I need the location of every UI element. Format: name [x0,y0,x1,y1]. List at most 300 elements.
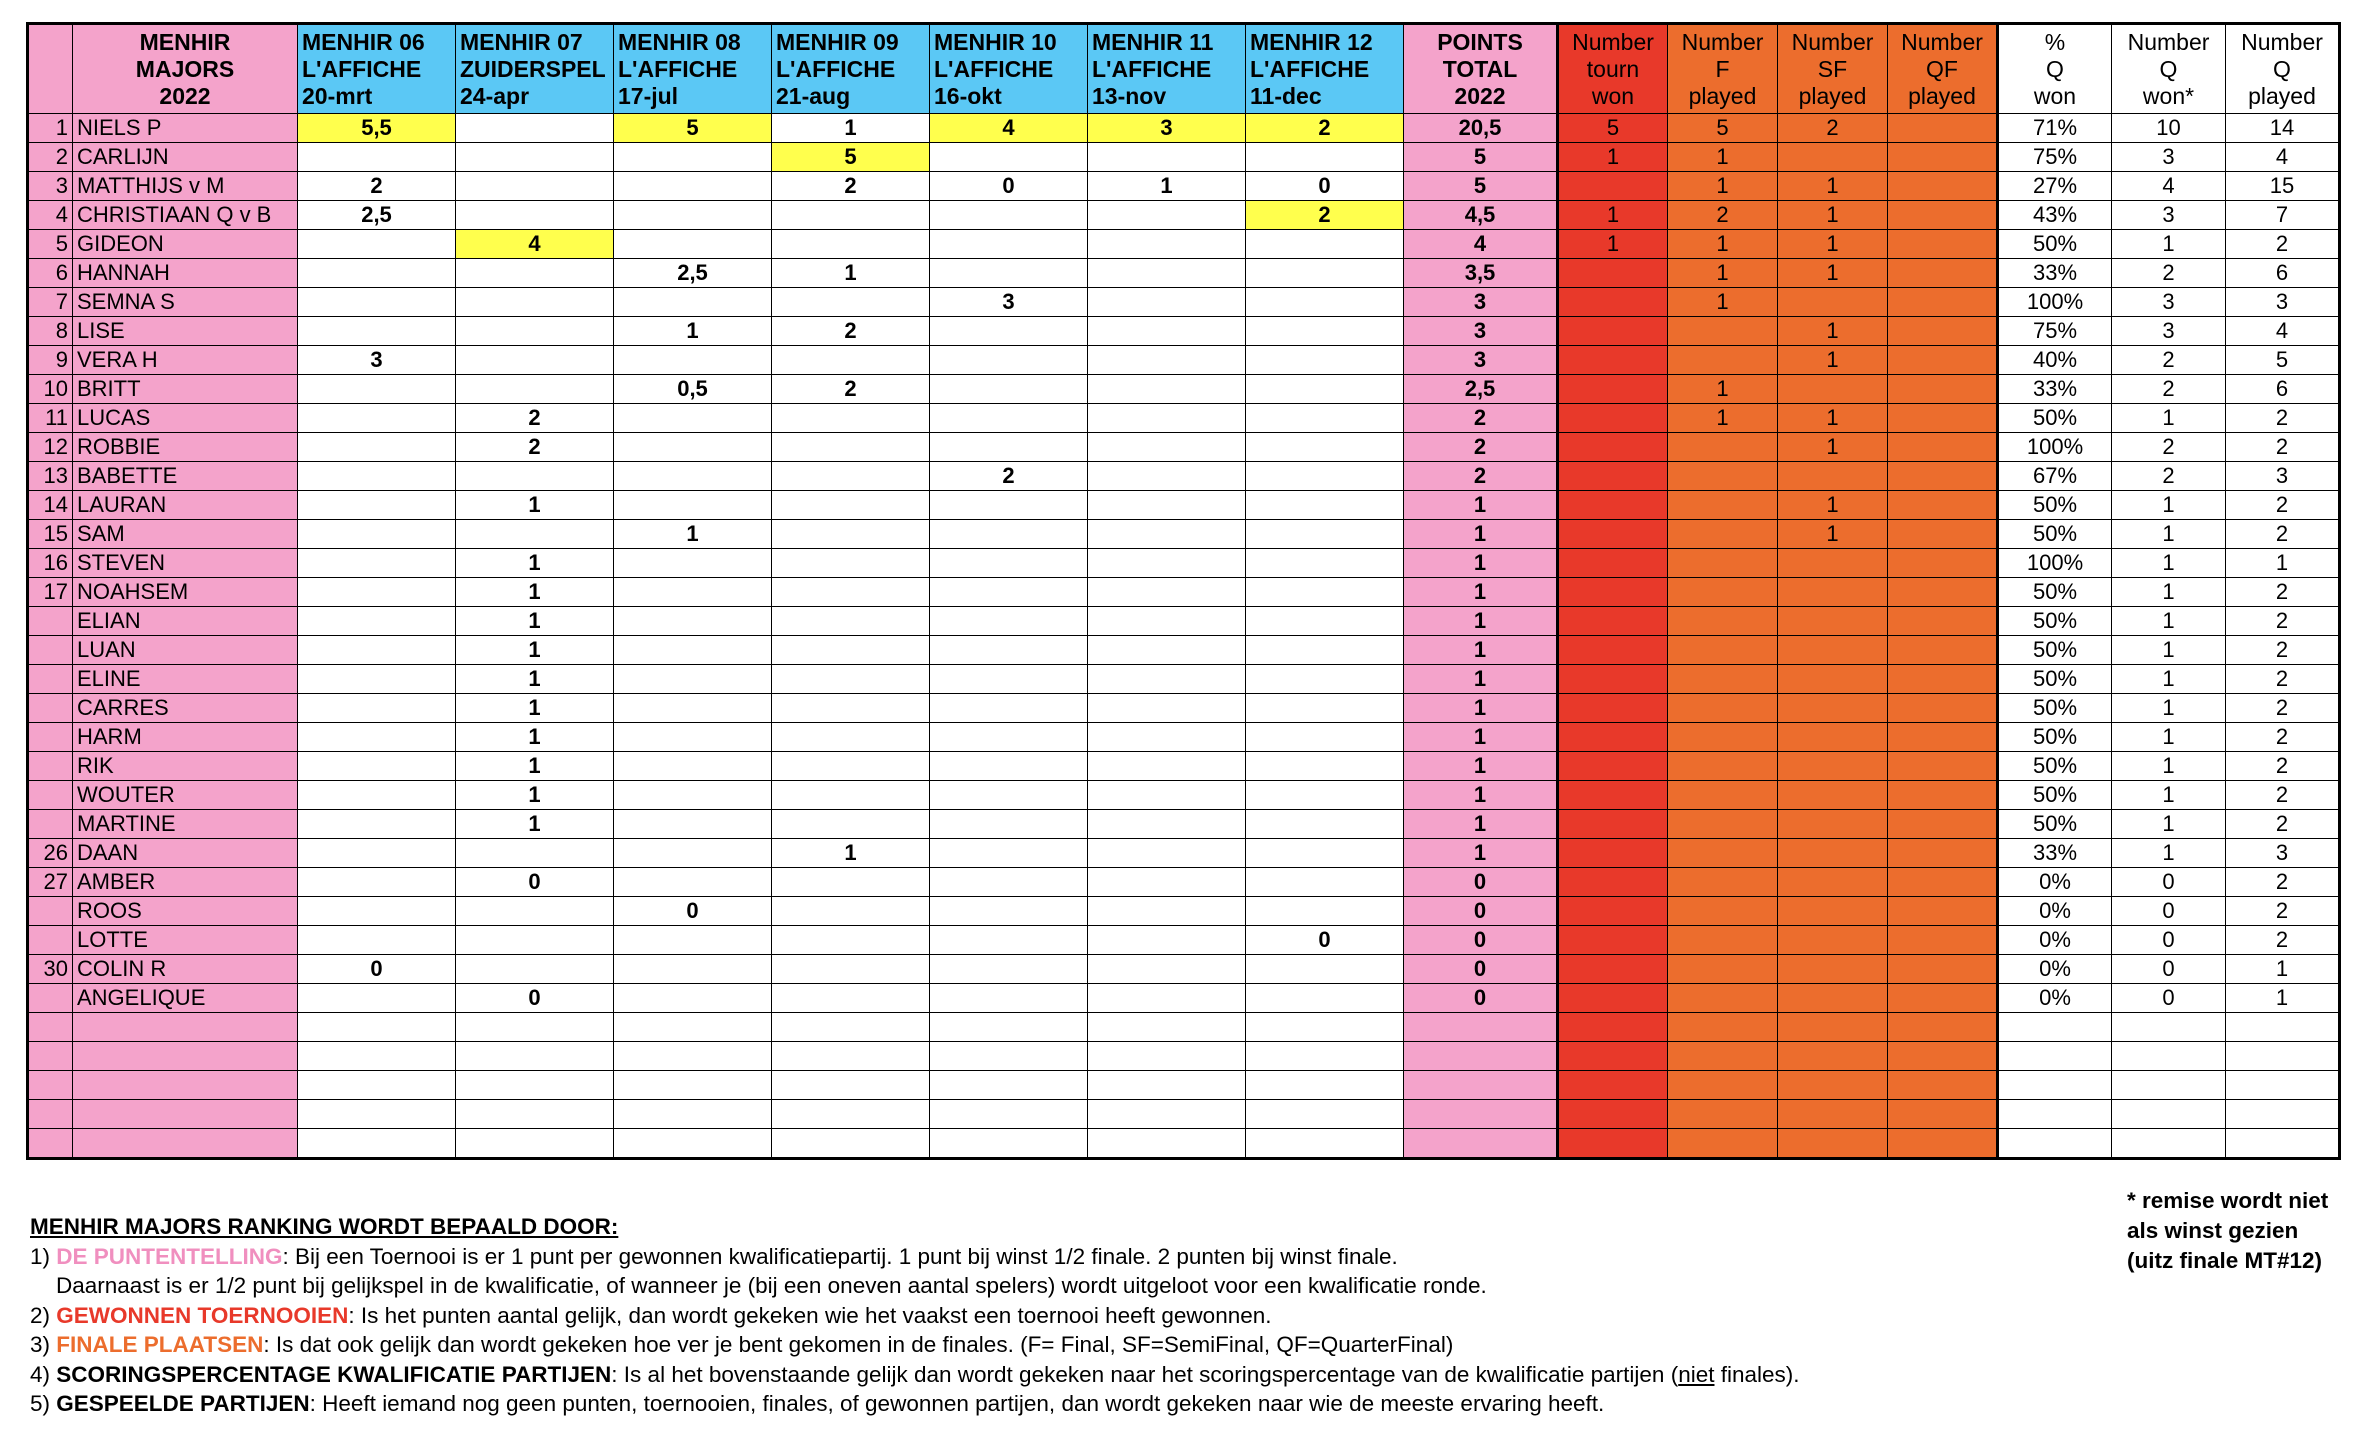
finals-played [1668,926,1778,955]
finals-played: 1 [1668,230,1778,259]
tournament-points [298,752,456,781]
tournament-points [1246,897,1404,926]
tournament-points [456,955,614,984]
tournament-points [614,143,772,172]
header-stat-line: SF [1817,55,1848,82]
tournament-points: 1 [456,549,614,578]
rule-text: finales). [1714,1361,1800,1387]
qualification-won: 3 [2112,143,2226,172]
qualification-played: 2 [2226,926,2340,955]
tournament-points [298,1042,456,1071]
finals-played [1668,346,1778,375]
header-stat [2226,24,2340,114]
table-row [28,346,2340,375]
finals-played [1668,752,1778,781]
tournaments-won [1558,433,1668,462]
rank-cell: 13 [28,462,73,491]
player-name: LAURAN [73,491,298,520]
qualification-won: 1 [2112,752,2226,781]
qualification-pct-won: 33% [1998,375,2112,404]
qualification-pct-won: 50% [1998,607,2112,636]
footnote-line: als winst gezien [2127,1218,2299,1243]
table-row [28,868,2340,897]
tournament-points [614,1042,772,1071]
rule-key: FINALE PLAATSEN [56,1332,264,1357]
tournament-points: 2 [772,375,930,404]
tournament-points [298,984,456,1013]
tournament-points [1246,259,1404,288]
tournament-points [614,955,772,984]
rank-cell [28,781,73,810]
finals-played [1668,723,1778,752]
rule-line [30,1389,1800,1419]
tournaments-won [1558,346,1668,375]
tournament-points [930,868,1088,897]
points-total: 0 [1404,926,1558,955]
qualification-won: 1 [2112,810,2226,839]
qualification-played: 2 [2226,578,2340,607]
rank-cell: 16 [28,549,73,578]
qualification-played: 6 [2226,375,2340,404]
header-stat-line: won [1591,82,1635,109]
qualification-played: 6 [2226,259,2340,288]
qualification-played: 3 [2226,288,2340,317]
player-name: MARTINE [73,810,298,839]
qualification-pct-won: 67% [1998,462,2112,491]
qualification-played: 2 [2226,752,2340,781]
points-total: 1 [1404,607,1558,636]
qualification-won [2112,1100,2226,1129]
qualification-played: 2 [2226,607,2340,636]
points-total: 0 [1404,955,1558,984]
table-row [28,201,2340,230]
player-name: HANNAH [73,259,298,288]
tournament-points [456,520,614,549]
tournaments-won [1558,926,1668,955]
header-tournament-line: 11-dec [1250,82,1322,109]
tournament-points [930,1100,1088,1129]
tournament-points: 0 [1246,172,1404,201]
header-stat-line: Number [1791,28,1874,55]
tournament-points [772,1129,930,1159]
tournament-points [1088,839,1246,868]
points-total: 0 [1404,897,1558,926]
finals-played: 1 [1668,143,1778,172]
player-name: NIELS P [73,114,298,143]
tournament-points [1088,433,1246,462]
tournaments-won [1558,1129,1668,1159]
tournaments-won [1558,955,1668,984]
tournaments-won [1558,549,1668,578]
tournament-points: 1 [772,114,930,143]
quarterfinals-played [1888,1129,1998,1159]
rank-cell [28,1013,73,1042]
points-total: 1 [1404,520,1558,549]
semifinals-played: 2 [1778,114,1888,143]
tournament-points [772,955,930,984]
header-stat-line: Number [2241,28,2323,55]
tournament-points [1246,317,1404,346]
quarterfinals-played [1888,520,1998,549]
header-tournament [1088,24,1246,114]
tournament-points: 1 [614,520,772,549]
header-title-line: MAJORS [135,55,235,82]
tournament-points [1246,578,1404,607]
rule-number: 3) [30,1332,57,1357]
header-points-total-line: TOTAL [1442,55,1518,82]
tournament-points [1088,1100,1246,1129]
table-row [28,462,2340,491]
points-total [1404,1100,1558,1129]
tournament-points [930,230,1088,259]
tournament-points [930,491,1088,520]
tournament-points: 1 [456,665,614,694]
header-tournament [1246,24,1404,114]
tournament-points [772,549,930,578]
qualification-pct-won: 100% [1998,433,2112,462]
tournament-points [298,1071,456,1100]
header-tournament-line: MENHIR 09 [776,28,899,55]
quarterfinals-played [1888,984,1998,1013]
tournaments-won [1558,259,1668,288]
player-name: CARRES [73,694,298,723]
player-name: ROOS [73,897,298,926]
tournament-points [1246,1100,1404,1129]
tournament-points [614,1100,772,1129]
rank-cell: 27 [28,868,73,897]
ranking-table [26,22,2341,1160]
player-name [73,1100,298,1129]
tournament-points [614,230,772,259]
player-name: LISE [73,317,298,346]
qualification-pct-won: 0% [1998,984,2112,1013]
remise-footnote [2127,1186,2328,1276]
tournament-points [298,230,456,259]
semifinals-played [1778,694,1888,723]
finals-played: 1 [1668,404,1778,433]
qualification-won: 0 [2112,926,2226,955]
table-row [28,288,2340,317]
rule-text: : Is al het bovenstaande gelijk dan wordt gekeken naar het scoringspercentage van de kwalificatie partijen ( [611,1361,1679,1387]
qualification-pct-won: 33% [1998,259,2112,288]
qualification-pct-won: 0% [1998,955,2112,984]
qualification-won: 1 [2112,636,2226,665]
semifinals-played [1778,549,1888,578]
tournament-points [930,578,1088,607]
qualification-pct-won: 75% [1998,143,2112,172]
qualification-pct-won: 40% [1998,346,2112,375]
rule-text: Daarnaast is er 1/2 punt bij gelijkspel in de kwalificatie, of wanneer je (bij een oneven aantal spelers) wordt uitgeloot voor een kwalificatie ronde. [56,1273,1487,1298]
qualification-pct-won: 50% [1998,694,2112,723]
semifinals-played [1778,462,1888,491]
finals-played: 2 [1668,201,1778,230]
header-tournament [456,24,614,114]
header-stat [1888,24,1998,114]
tournament-points [1246,839,1404,868]
empty-row [28,1071,2340,1100]
tournaments-won [1558,172,1668,201]
qualification-played [2226,1129,2340,1159]
header-tournament-line: L'AFFICHE [776,55,896,82]
tournament-points [298,926,456,955]
tournament-points [772,288,930,317]
header-tournament-line: 17-jul [618,82,679,109]
tournament-points [930,404,1088,433]
tournament-points [930,752,1088,781]
semifinals-played [1778,868,1888,897]
semifinals-played [1778,1100,1888,1129]
semifinals-played [1778,810,1888,839]
table-row [28,375,2340,404]
qualification-pct-won: 50% [1998,636,2112,665]
tournament-points [298,578,456,607]
rank-cell: 3 [28,172,73,201]
qualification-won: 1 [2112,839,2226,868]
header-tournament [930,24,1088,114]
tournament-points [456,1100,614,1129]
tournament-points [1246,462,1404,491]
rule-text: : Heeft iemand nog geen punten, toernooien, finales, of gewonnen partijen, dan wordt gekeken naar wie de meeste ervaring heeft. [309,1391,1605,1416]
header-stat [1668,24,1778,114]
table-row [28,926,2340,955]
quarterfinals-played [1888,636,1998,665]
qualification-played [2226,1042,2340,1071]
player-name: BABETTE [73,462,298,491]
rank-cell [28,607,73,636]
qualification-pct-won: 50% [1998,578,2112,607]
table-row [28,752,2340,781]
header-stat [2112,24,2226,114]
qualification-pct-won: 50% [1998,491,2112,520]
qualification-played: 3 [2226,839,2340,868]
tournament-points [614,781,772,810]
player-name: BRITT [73,375,298,404]
tournament-points [930,201,1088,230]
tournament-points [930,433,1088,462]
player-name [73,1129,298,1159]
tournaments-won [1558,1013,1668,1042]
qualification-won: 1 [2112,404,2226,433]
rank-cell: 7 [28,288,73,317]
tournament-points [772,723,930,752]
tournaments-won [1558,694,1668,723]
tournament-points: 4 [930,114,1088,143]
table-row [28,665,2340,694]
tournament-points: 0 [930,172,1088,201]
qualification-played: 2 [2226,404,2340,433]
tournament-points [930,984,1088,1013]
rank-cell [28,1042,73,1071]
tournament-points [930,317,1088,346]
header-tournament-line: MENHIR 11 [1092,28,1214,55]
tournament-points [930,549,1088,578]
tournament-points [298,1013,456,1042]
header-stat-line: Number [2127,28,2210,55]
tournament-points [930,607,1088,636]
qualification-pct-won [1998,1129,2112,1159]
tournament-points [456,172,614,201]
player-name: COLIN R [73,955,298,984]
tournament-points: 0,5 [614,375,772,404]
tournament-points [1246,288,1404,317]
table-row [28,607,2340,636]
qualification-won: 3 [2112,201,2226,230]
tournament-points [772,346,930,375]
tournament-points [1246,1042,1404,1071]
points-total: 3,5 [1404,259,1558,288]
header-tournament-line: MENHIR 07 [460,28,583,55]
tournament-points: 2 [456,404,614,433]
tournament-points [1246,404,1404,433]
tournaments-won [1558,781,1668,810]
player-name: STEVEN [73,549,298,578]
finals-played [1668,1100,1778,1129]
tournament-points [772,433,930,462]
rank-cell: 30 [28,955,73,984]
quarterfinals-played [1888,375,1998,404]
semifinals-played [1778,897,1888,926]
qualification-won: 2 [2112,462,2226,491]
qualification-played: 2 [2226,694,2340,723]
header-stat-line: QF [1926,55,1958,82]
tournament-points [456,462,614,491]
finals-played [1668,462,1778,491]
quarterfinals-played [1888,114,1998,143]
points-total: 3 [1404,317,1558,346]
qualification-pct-won: 71% [1998,114,2112,143]
tournament-points [614,433,772,462]
tournament-points [772,607,930,636]
tournament-points [456,1042,614,1071]
tournament-points [1088,781,1246,810]
rule-line [30,1301,1800,1331]
table-row [28,259,2340,288]
tournament-points [1246,868,1404,897]
finals-played [1668,317,1778,346]
tournament-points [1088,1042,1246,1071]
finals-played [1668,607,1778,636]
player-name: RIK [73,752,298,781]
tournament-points [614,839,772,868]
points-total: 1 [1404,636,1558,665]
tournament-points [1088,462,1246,491]
quarterfinals-played [1888,897,1998,926]
qualification-pct-won: 0% [1998,897,2112,926]
rules-heading: MENHIR MAJORS RANKING WORDT BEPAALD DOOR: [30,1214,619,1239]
tournament-points [1088,810,1246,839]
quarterfinals-played [1888,868,1998,897]
tournament-points [772,665,930,694]
qualification-pct-won: 50% [1998,520,2112,549]
tournament-points [1088,520,1246,549]
rule-key: GESPEELDE PARTIJEN [56,1391,310,1416]
tournament-points [1088,1071,1246,1100]
tournament-points: 1 [456,752,614,781]
tournament-points [298,317,456,346]
tournament-points [456,259,614,288]
tournaments-won [1558,665,1668,694]
tournament-points [930,1071,1088,1100]
semifinals-played [1778,578,1888,607]
points-total: 2 [1404,433,1558,462]
tournaments-won: 1 [1558,201,1668,230]
tournament-points [1246,665,1404,694]
tournament-points [456,839,614,868]
header-stat-line: tourn [1586,55,1640,82]
finals-played [1668,955,1778,984]
tournament-points [614,201,772,230]
empty-row [28,1100,2340,1129]
tournament-points [930,375,1088,404]
player-name: ELIAN [73,607,298,636]
semifinals-played [1778,955,1888,984]
qualification-pct-won: 50% [1998,781,2112,810]
header-row [28,24,2340,114]
tournament-points [298,810,456,839]
tournament-points [1088,288,1246,317]
tournament-points: 1 [772,839,930,868]
tournament-points [772,1013,930,1042]
rank-cell: 12 [28,433,73,462]
tournament-points [298,549,456,578]
tournament-points [1246,636,1404,665]
tournament-points [1088,1013,1246,1042]
tournament-points [1088,201,1246,230]
header-tournament [772,24,930,114]
tournament-points: 1 [456,607,614,636]
tournament-points: 5 [614,114,772,143]
quarterfinals-played [1888,665,1998,694]
table-row [28,433,2340,462]
tournament-points [1088,549,1246,578]
header-title [73,24,298,114]
qualification-won: 2 [2112,346,2226,375]
tournaments-won [1558,636,1668,665]
header-tournament-line: MENHIR 06 [302,28,425,55]
qualification-played: 2 [2226,636,2340,665]
tournament-points [772,230,930,259]
points-total [1404,1129,1558,1159]
rule-text: : Is het punten aantal gelijk, dan wordt gekeken wie het vaakst een toernooi heeft gewonnen. [348,1302,1272,1328]
tournament-points: 2 [772,317,930,346]
tournament-points [1246,723,1404,752]
player-name: NOAHSEM [73,578,298,607]
tournament-points [772,1071,930,1100]
table-row [28,143,2340,172]
qualification-pct-won: 75% [1998,317,2112,346]
semifinals-played: 1 [1778,433,1888,462]
tournament-points: 3 [1088,114,1246,143]
rule-text: : Is dat ook gelijk dan wordt gekeken hoe ver je bent gekomen in de finales. (F= Final, SF=SemiFinal, QF=QuarterFinal) [263,1332,1454,1357]
player-name: MATTHIJS v M [73,172,298,201]
semifinals-played: 1 [1778,259,1888,288]
qualification-won: 10 [2112,114,2226,143]
rule-number: 2) [30,1302,57,1328]
semifinals-played [1778,143,1888,172]
rank-cell: 5 [28,230,73,259]
footnote-line: (uitz finale MT#12) [2127,1248,2323,1273]
tournament-points [614,578,772,607]
rank-cell: 4 [28,201,73,230]
tournament-points [930,1042,1088,1071]
quarterfinals-played [1888,781,1998,810]
qualification-played: 2 [2226,897,2340,926]
rank-cell: 15 [28,520,73,549]
rank-cell [28,723,73,752]
qualification-won: 3 [2112,317,2226,346]
quarterfinals-played [1888,723,1998,752]
tournament-points: 1 [456,491,614,520]
